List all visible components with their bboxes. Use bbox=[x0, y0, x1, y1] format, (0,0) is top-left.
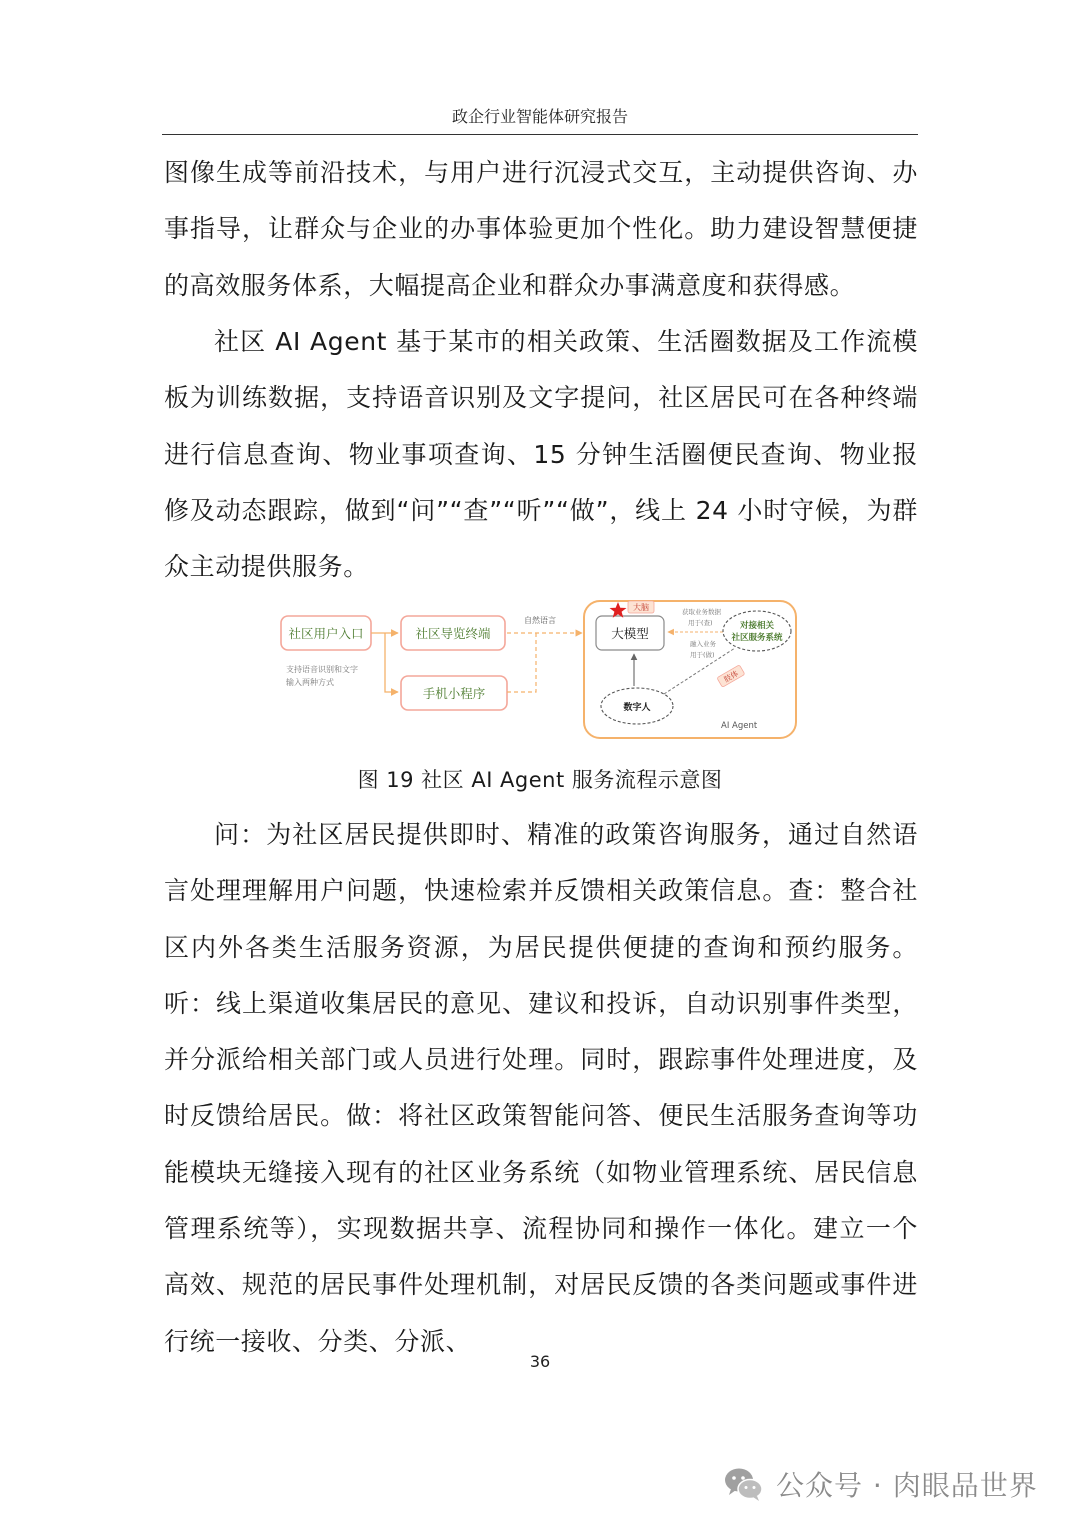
page-number: 36 bbox=[529, 1352, 551, 1371]
integrate-line2: 用于(做) bbox=[690, 651, 715, 659]
user-entry-label: 社区用户入口 bbox=[288, 626, 364, 641]
figure-caption: 图 19 社区 AI Agent 服务流程示意图 bbox=[357, 768, 723, 792]
guide-terminal-label: 社区导览终端 bbox=[415, 626, 491, 641]
wechat-icon bbox=[722, 1462, 766, 1506]
mini-program-label: 手机小程序 bbox=[422, 686, 486, 701]
brain-tag-label: 大脑 bbox=[633, 603, 649, 612]
paragraph-2: 社区 AI Agent 基于某市的相关政策、生活圈数据及工作流模板为训练数据，支持语音识别及文字提问，社区居民可在各种终端进行信息查询、物业事项查询、15 分钟生活圈便民查询、物业报修及动态跟踪，做到“问”“查”“听”“做”，线上 24 小时守候，为群众主动提供服务。 bbox=[164, 327, 918, 582]
natural-language-label: 自然语言 bbox=[524, 616, 556, 625]
integrate-line1: 融入业务 bbox=[690, 640, 716, 648]
connect-line1: 对接相关 bbox=[739, 621, 775, 631]
paragraph-1: 图像生成等前沿技术，与用户进行沉浸式交互，主动提供咨询、办事指导，让群众与企业的办事体验更加个性化。助力建设智慧便捷的高效服务体系，大幅提高企业和群众办事满意度和获得感。 bbox=[164, 158, 918, 300]
connect-line2: 社区服务系统 bbox=[731, 633, 783, 643]
input-note-line1: 支持语音识别和文字 bbox=[286, 665, 358, 674]
input-note-line2: 输入两种方式 bbox=[286, 678, 334, 687]
watermark bbox=[722, 1462, 1038, 1506]
llm-label: 大模型 bbox=[611, 626, 649, 641]
fetch-data-line2: 用于(查) bbox=[688, 619, 713, 627]
paragraph-3: 问：为社区居民提供即时、精准的政策咨询服务，通过自然语言处理理解用户问题，快速检索并反馈相关政策信息。查：整合社区内外各类生活服务资源，为居民提供便捷的查询和预约服务。听：线上渠道收集居民的意见、建议和投诉，自动识别事件类型，并分派给相关部门或人员进行处理。同时，跟踪事件处理进度，及时反馈给居民。做：将社区政策智能问答、便民生活服务查询等功能模块无缝接入现有的社区业务系统（如物业管理系统、居民信息管理系统等），实现数据共享、流程协同和操作一体化。建立一个高效、规范的居民事件处理机制，对居民反馈的各类问题或事件进行统一接收、分类、分派、 bbox=[164, 820, 918, 1356]
service-system-ellipse bbox=[723, 611, 791, 651]
limbs-tag-label: 肢体 bbox=[722, 668, 740, 685]
header-title: 政企行业智能体研究报告 bbox=[451, 107, 628, 126]
ai-agent-label: AI Agent bbox=[721, 721, 758, 731]
watermark-text: 公众号 · 肉眼品世界 bbox=[776, 1469, 1038, 1502]
digital-human-label: 数字人 bbox=[623, 703, 651, 713]
header-rule bbox=[162, 134, 918, 135]
flow-diagram bbox=[270, 596, 810, 746]
fetch-data-line1: 获取业务数据 bbox=[682, 608, 721, 616]
